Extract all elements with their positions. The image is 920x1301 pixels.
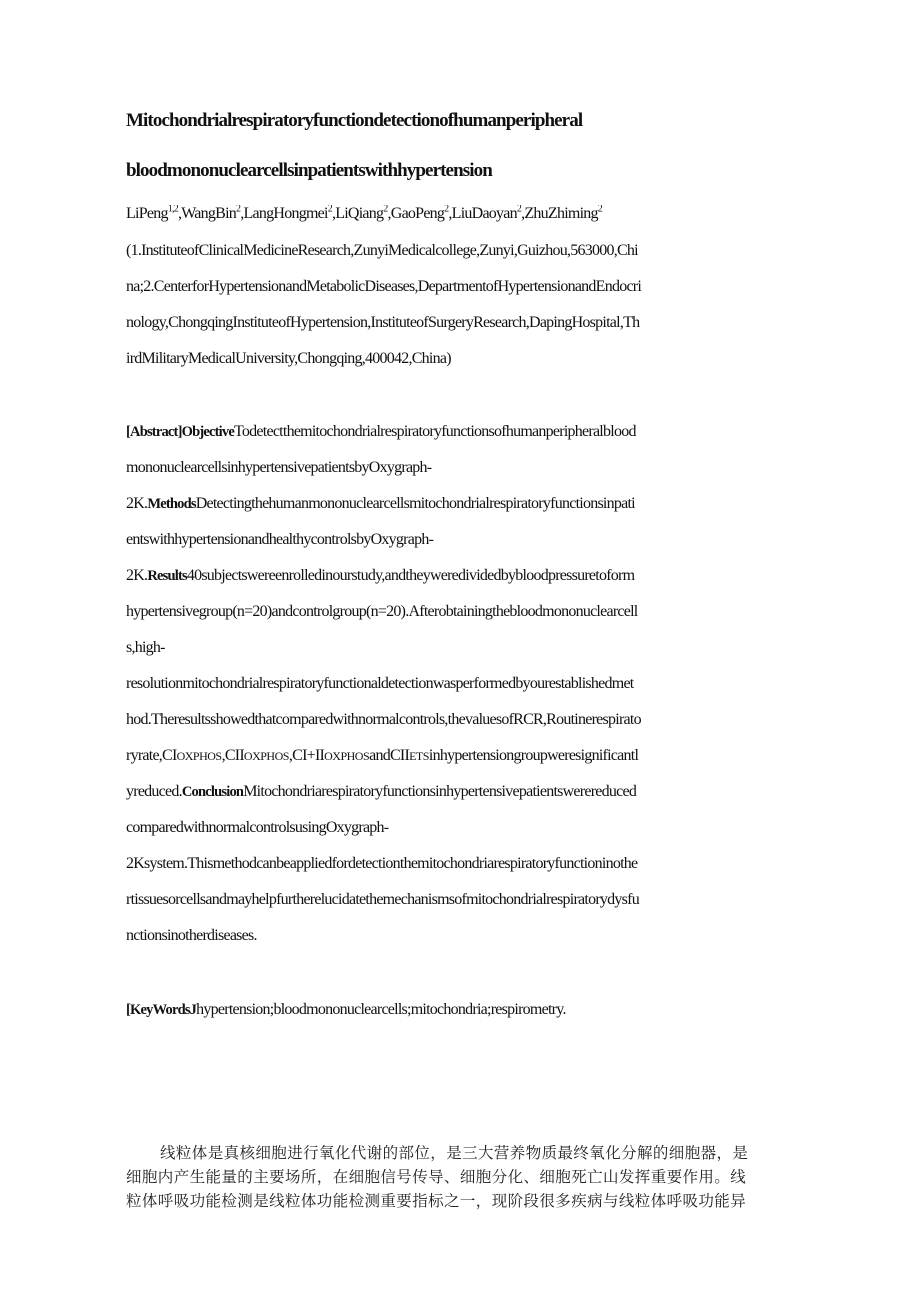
affiliation-line-4: irdMilitaryMedicalUniversity,Chongqing,400042,China) — [126, 350, 451, 367]
abstract-line-4: entswithhypertensionandhealthycontrolsbyOxygraph- — [126, 531, 434, 548]
author: LangHongmei — [243, 205, 328, 222]
abstract-line-6: hypertensivegroup(n=20)andcontrolgroup(n=20).Afterobtainingthebloodmononuclearcell — [126, 603, 638, 620]
abstract-line-11: yreduced.ConclusionMitochondriarespiratoryfunctionsinhypertensivepatientswerereduced — [126, 783, 637, 800]
abstract-line-14: rtissuesorcellsandmayhelpfurtherelucidatethemechanismsofmitochondrialrespiratorydysfu — [126, 891, 639, 908]
body-cn-line-3: 粒体呼吸功能检测是线粒体功能检测重要指标之一，现阶段很多疾病与线粒体呼吸功能异 — [126, 1192, 747, 1210]
author: WangBin — [181, 205, 237, 222]
keywords-label: [KeyWordsJ — [126, 1002, 197, 1018]
affiliation-line-3: nology,ChongqingInstituteofHypertension,InstituteofSurgeryResearch,DapingHospital,Th — [126, 314, 640, 331]
author-affiliation-mark: 2 — [383, 205, 388, 215]
abstract-conclusion-label: Conclusion — [181, 784, 244, 800]
abstract-line-10: ryrate,CIOXPHOS,CIIOXPHOS,CI+IIOXPHOSandCIIETSinhypertensiongroupweresignificantl — [126, 747, 639, 764]
abstract-line-13: 2Ksystem.Thismethodcanbeappliedfordetectionthemitochondriarespiratoryfunctioninothe — [126, 855, 638, 872]
abstract-line-9: hod.Theresultsshowedthatcomparedwithnormalcontrols,thevaluesofRCR,Routinerespirato — [126, 711, 641, 728]
author: ZhuZhiming — [524, 205, 598, 222]
author: LiuDaoyan — [451, 205, 517, 222]
abstract-results-label: Results — [147, 568, 187, 584]
body-cn-line-2: 细胞内产生能量的主要场所，在细胞信号传导、细胞分化、细胞死亡山发挥重要作用。线 — [126, 1168, 747, 1186]
author-affiliation-mark: 1,2 — [167, 205, 178, 215]
title-line-1: Mitochondrialrespiratoryfunctiondetectionofhumanperipheral — [126, 110, 583, 131]
author-affiliation-mark: 2 — [327, 205, 332, 215]
author-list: LiPeng$^{1,2}$,WangBin$^2$,LangHongmei$^2$,LiQiang$^2$,GaoPeng$^2$,LiuDaoyan$^2$,ZhuZhiming$^2$ — [126, 205, 603, 222]
title-line-2: bloodmononuclearcellsinpatientswithhypertension — [126, 160, 492, 181]
keywords-line: [KeyWordsJhypertension;bloodmononuclearcells;mitochondria;respirometry. — [126, 1001, 566, 1018]
author: GaoPeng — [390, 205, 445, 222]
abstract-line-15: nctionsinotherdiseases. — [126, 927, 257, 944]
abstract-line-1: [Abstract]ObjectiveTodetectthemitochondrialrespiratoryfunctionsofhumanperipheralblood — [126, 423, 636, 440]
affiliation-line-2: na;2.CenterforHypertensionandMetabolicDiseases,DepartmentofHypertensionandEndocri — [126, 278, 642, 295]
affiliation-line-1: (1.InstituteofClinicalMedicineResearch,ZunyiMedicalcollege,Zunyi,Guizhou,563000,Chi — [126, 242, 638, 259]
author-affiliation-mark: 2 — [516, 205, 522, 215]
abstract-line-2: mononuclearcellsinhypertensivepatientsbyOxygraph- — [126, 459, 432, 476]
author: LiQiang — [335, 205, 384, 222]
abstract-line-12: comparedwithnormalcontrolsusingOxygraph- — [126, 819, 389, 836]
author-affiliation-mark: 2 — [444, 205, 449, 215]
abstract-line-8: resolutionmitochondrialrespiratoryfunctionaldetectionwasperformedbyourestablishedmet — [126, 675, 634, 692]
abstract-line-7: s,high- — [126, 639, 165, 656]
abstract-line-5: 2K.Results40subjectswereenrolledinourstudy,andtheyweredividedbybloodpressuretoform — [126, 567, 635, 584]
author: LiPeng — [126, 205, 168, 222]
author-affiliation-mark: 2 — [236, 205, 241, 215]
abstract-methods-label: Methods — [147, 496, 196, 512]
abstract-line-3: 2K.MethodsDetectingthehumanmononuclearcellsmitochondrialrespiratoryfunctionsinpati — [126, 495, 635, 512]
abstract-objective-label: [Abstract]Objective — [126, 424, 235, 440]
author-affiliation-mark: 2 — [597, 205, 603, 215]
body-cn-line-1: 线粒体是真核细胞进行氧化代谢的部位，是三大营养物质最终氧化分解的细胞器，是 — [160, 1144, 749, 1162]
